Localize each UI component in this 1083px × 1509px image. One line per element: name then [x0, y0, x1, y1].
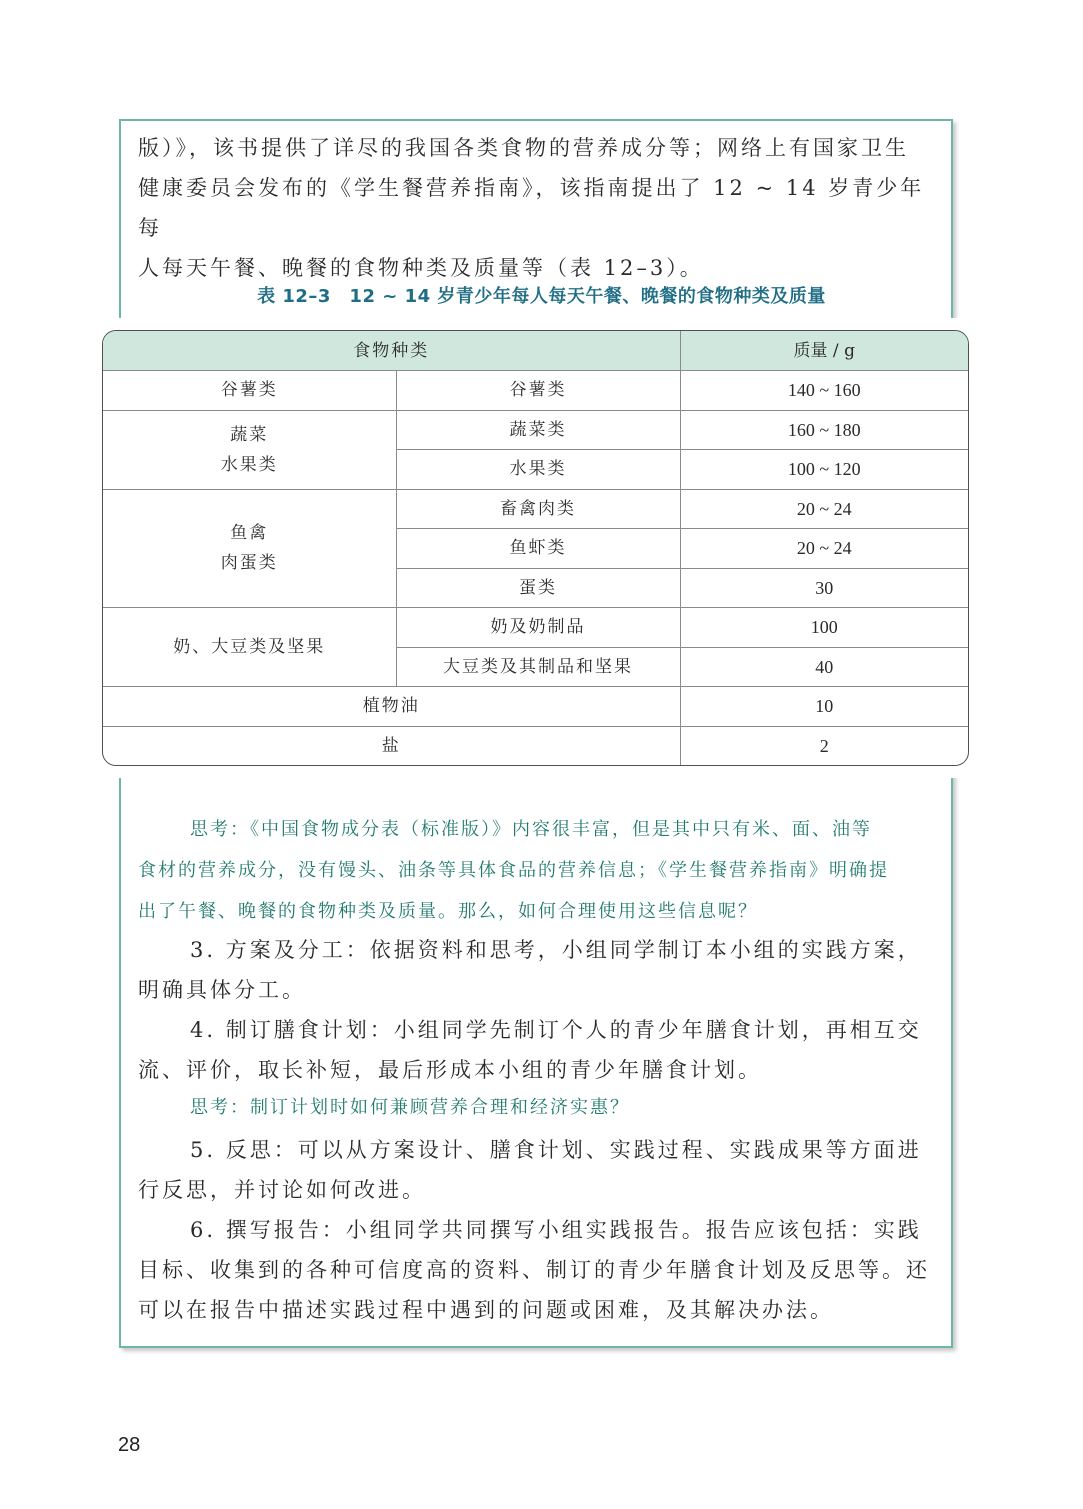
step-3-paragraph [138, 930, 938, 1010]
step-4-paragraph [138, 1010, 938, 1090]
group-cell [103, 489, 396, 608]
group-line: 水果类 [220, 454, 278, 475]
intro-line: 版）》，该书提供了详尽的我国各类食物的营养成分等；网络上有国家卫生 [138, 136, 909, 160]
mass-cell: 20 ~ 24 [680, 529, 968, 569]
intro-paragraph [138, 128, 938, 288]
mass-cell: 10 [680, 687, 968, 727]
mass-cell: 140 ~ 160 [680, 371, 968, 411]
step-line: 明确具体分工。 [138, 978, 306, 1002]
intro-line: 健康委员会发布的《学生餐营养指南》，该指南提出了 12 ~ 14 岁青少年每 [138, 176, 925, 240]
mass-cell: 2 [680, 726, 968, 765]
group-cell [103, 410, 396, 489]
mass-cell: 40 [680, 647, 968, 687]
step-line: 5. 反思：可以从方案设计、膳食计划、实践过程、实践成果等方面进 [190, 1138, 922, 1162]
table-header-row [103, 331, 968, 371]
item-cell: 水果类 [396, 450, 680, 490]
food-table [102, 330, 969, 766]
mass-cell: 160 ~ 180 [680, 410, 968, 450]
item-cell: 蔬菜类 [396, 410, 680, 450]
table-row [103, 726, 968, 765]
step-line: 6. 撰写报告：小组同学共同撰写小组实践报告。报告应该包括：实践 [190, 1218, 922, 1242]
step-5-paragraph [138, 1130, 938, 1210]
table-row [103, 687, 968, 727]
group-line: 鱼禽 [230, 523, 269, 544]
mass-cell: 30 [680, 568, 968, 608]
intro-line: 人每天午餐、晚餐的食物种类及质量等（表 12–3）。 [138, 256, 704, 280]
table-row [103, 371, 968, 411]
think-line: 出了午餐、晚餐的食物种类及质量。那么，如何合理使用这些信息呢？ [138, 901, 758, 922]
step-line: 目标、收集到的各种可信度高的资料、制订的青少年膳食计划及反思等。还 [138, 1258, 930, 1282]
group-cell: 奶、大豆类及坚果 [103, 608, 396, 687]
step-line: 可以在报告中描述实践过程中遇到的问题或困难，及其解决办法。 [138, 1298, 834, 1322]
group-line: 肉蛋类 [220, 553, 278, 574]
item-cell: 大豆类及其制品和坚果 [396, 647, 680, 687]
header-mass: 质量 / g [680, 331, 968, 371]
step-line: 行反思，并讨论如何改进。 [138, 1178, 426, 1202]
table-row [103, 608, 968, 648]
item-cell: 植物油 [103, 687, 680, 727]
step-6-paragraph [138, 1210, 938, 1330]
item-cell: 鱼虾类 [396, 529, 680, 569]
table-row [103, 410, 968, 450]
step-line: 4. 制订膳食计划：小组同学先制订个人的青少年膳食计划，再相互交 [190, 1018, 922, 1042]
mass-cell: 20 ~ 24 [680, 489, 968, 529]
step-line: 3. 方案及分工：依据资料和思考，小组同学制订本小组的实践方案， [190, 938, 922, 962]
table-row [103, 489, 968, 529]
think-line: 食材的营养成分，没有馒头、油条等具体食品的营养信息；《学生餐营养指南》明确提 [138, 860, 889, 881]
think-note-1 [138, 809, 938, 932]
item-cell: 奶及奶制品 [396, 608, 680, 648]
item-cell: 谷薯类 [396, 371, 680, 411]
page-number: 28 [118, 1434, 141, 1456]
header-food-type: 食物种类 [103, 331, 680, 371]
think-note-2: 思考：制订计划时如何兼顾营养合理和经济实惠？ [190, 1097, 630, 1118]
item-cell: 盐 [103, 726, 680, 765]
mass-cell: 100 [680, 608, 968, 648]
group-line: 蔬菜 [230, 424, 269, 445]
item-cell: 蛋类 [396, 568, 680, 608]
mass-cell: 100 ~ 120 [680, 450, 968, 490]
group-cell: 谷薯类 [103, 371, 396, 411]
step-line: 流、评价，取长补短，最后形成本小组的青少年膳食计划。 [138, 1058, 762, 1082]
think-line: 思考：《中国食物成分表（标准版）》内容很丰富，但是其中只有米、面、油等 [190, 819, 872, 840]
item-cell: 畜禽肉类 [396, 489, 680, 529]
table-caption: 表 12–3 12 ~ 14 岁青少年每人每天午餐、晚餐的食物种类及质量 [257, 286, 826, 307]
